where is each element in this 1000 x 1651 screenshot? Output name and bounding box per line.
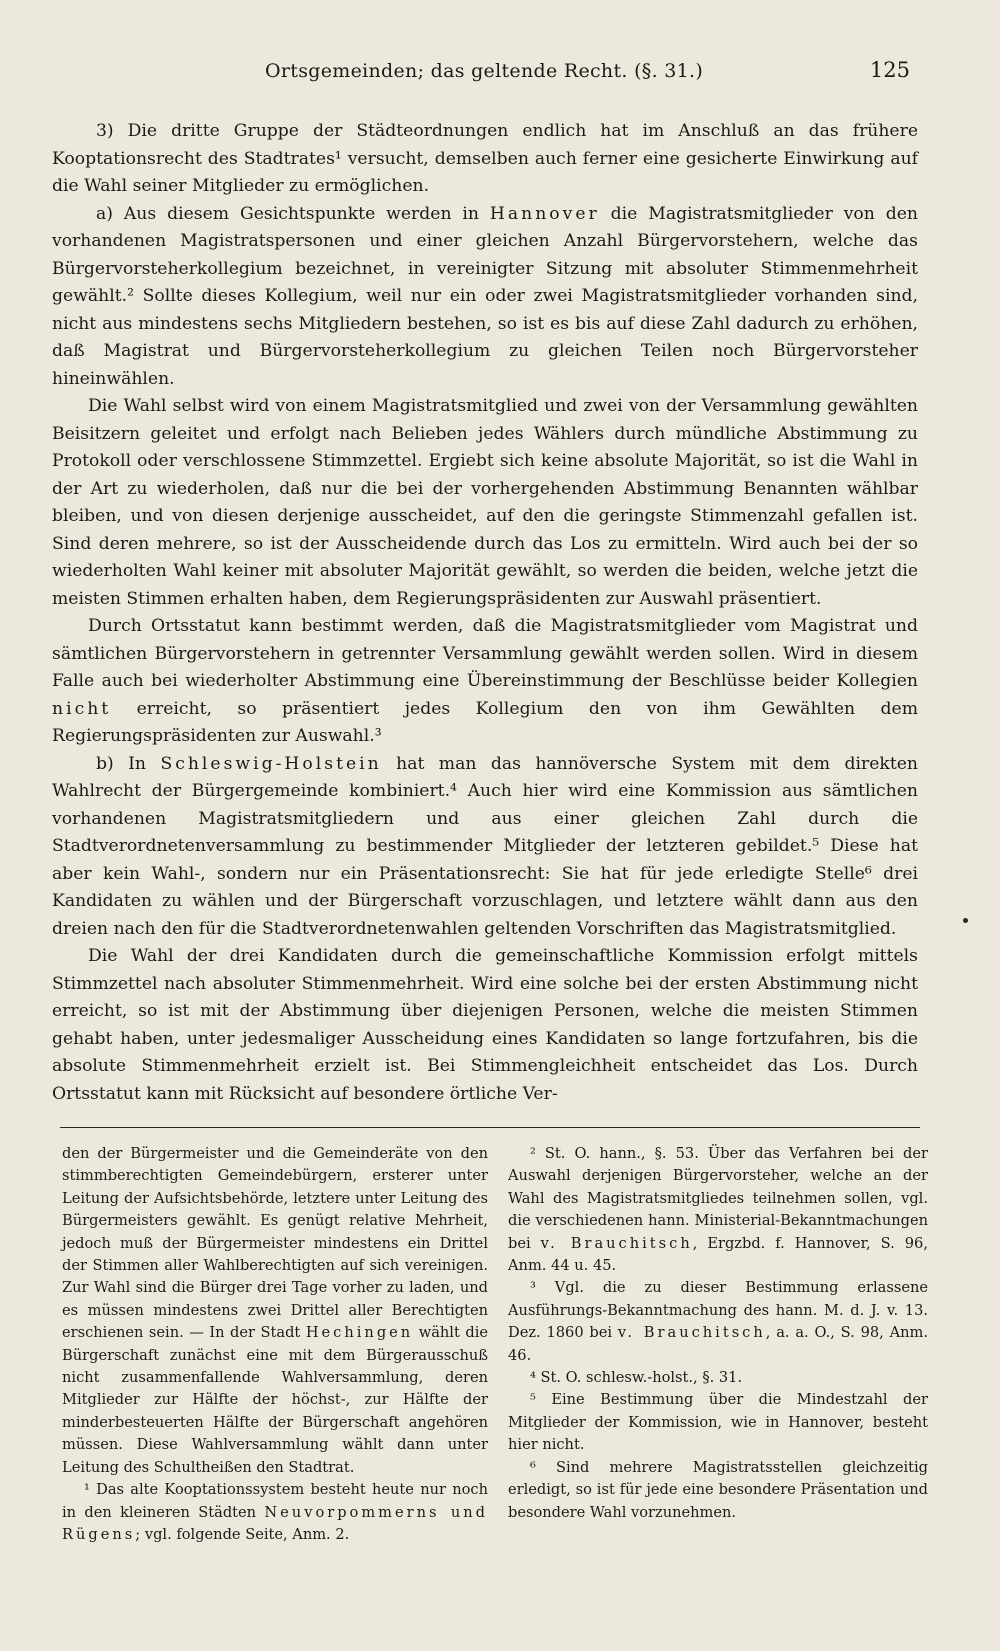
footnote-3-rest: , a. a. O., S. 98, Anm. 46. (508, 1324, 928, 1364)
footnote-5: ⁵ Eine Bestimmung über die Mindestzahl der Mitglieder der Kommission, wie in Hannover, besteht hier nicht. (508, 1391, 928, 1454)
footnote-2-rest: , Ergzbd. f. Hannover, S. 96, Anm. 44 u. 45. (508, 1234, 928, 1275)
footnote-1-rest: ; vgl. folgende Seite, Anm. 2. (135, 1525, 350, 1543)
footnote-continuation-rest: wählt die Bürgerschaft zunächst eine mit dem Bürgerausschuß nicht zusammenfallende Wahlversammlung, deren Mitglieder zur Hälfte der höchst-, zur Hälfte der minderbesteuerten Hälfte der Bürgerschaft angehören müssen. Diese Wahlversammlung wählt dann unter Leitung des Schultheißen den Stadtrat. (62, 1324, 488, 1476)
footnote-3-start: ³ Vgl. die zu dieser Bestimmung erlassene Ausführungs-Bekanntmachung des hann. M. d. J. v. 13. Dez. 1860 bei (508, 1279, 928, 1342)
paragraph-5-rest: hat man das hannöversche System mit dem direkten Wahlrecht der Bürgergemeinde kombiniert.⁴ Auch hier wird eine Kommission aus sämtlichen vorhandenen Magistratsmitgliedern und aus einer gleichen Zahl durch die Stadtverordnetenversammlung zu bestimmender Mitglieder der letzteren gebildet.⁵ Diese hat aber kein Wahl-, sondern nur ein Präsentationsrecht: Sie hat für jede erledigte Stelle⁶ drei Kandidaten zu wählen und der Bürgerschaft vorzuschlagen, und letztere wählt dann aus den dreien nach den für die Stadtverordnetenwahlen geltenden Vorschriften das Magistratsmitglied. (52, 753, 918, 939)
footnote-continuation (62, 1143, 488, 1479)
emphasis-nicht: nicht (52, 698, 112, 719)
page-number: 125 (869, 58, 910, 82)
author-name: v. Brauchitsch (617, 1324, 766, 1342)
paragraph-5 (52, 751, 918, 944)
footnote-1 (62, 1479, 488, 1546)
footnote-2 (508, 1143, 928, 1277)
paragraph-4-rest: erreicht, so präsentiert jedes Kollegium den von ihm Gewählten dem Regierungspräsidenten zur Auswahl.³ (52, 698, 918, 746)
footnotes-right-column (508, 1143, 928, 1524)
footnotes-left-column (62, 1143, 488, 1546)
paragraph-5-start: b) In (96, 753, 161, 774)
paragraph-4 (52, 613, 918, 751)
paragraph-3: Die Wahl selbst wird von einem Magistratsmitglied und zwei von der Versammlung gewählten Beisitzern geleitet und erfolgt nach Belieben jedes Wählers durch mündliche Abstimmung zu Protokoll oder verschlossene Stimmzettel. Ergiebt sich keine absolute Majorität, so ist die Wahl in der Art zu wiederholen, daß nur die bei der vorhergehenden Abstimmung Benannten wählbar bleiben, und von diesen derjenige ausscheidet, auf den die geringste Stimmenzahl gefallen ist. Sind deren mehrere, so ist der Ausscheidende durch das Los zu ermitteln. Wird auch bei der so wiederholten Wahl keiner mit absoluter Majorität gewählt, so werden die beiden, welche jetzt die meisten Stimmen erhalten haben, dem Regierungspräsidenten zur Auswahl präsentiert. (52, 396, 918, 609)
ink-dot (963, 918, 968, 923)
footnote-divider (60, 1127, 920, 1128)
paragraph-6: Die Wahl der drei Kandidaten durch die gemeinschaftliche Kommission erfolgt mittels Stimmzettel nach absoluter Stimmenmehrheit. Wird eine solche bei der ersten Abstimmung nicht erreicht, so ist mit der Abstimmung über diejenigen Personen, welche die meisten Stimmen gehabt haben, unter jedesmaliger Ausscheidung eines Kandidaten so lange fortzufahren, bis die absolute Stimmenmehrheit erzielt ist. Bei Stimmengleichheit entscheidet das Los. Durch Ortsstatut kann mit Rücksicht auf besondere örtliche Ver- (52, 946, 918, 1104)
paragraph-2-start: a) Aus diesem Gesichtspunkte werden in (96, 203, 490, 224)
footnote-6: ⁶ Sind mehrere Magistratsstellen gleichzeitig erledigt, so ist für jede eine besondere Präsentation und besondere Wahl vorzunehmen. (508, 1458, 928, 1521)
main-text (52, 118, 918, 1108)
paragraph-2 (52, 201, 918, 394)
place-name-hannover: Hannover (489, 203, 600, 224)
paragraph-4-start: Durch Ortsstatut kann bestimmt werden, daß die Magistratsmitglieder vom Magistrat und sämtlichen Bürgervorstehern in getrennter Versammlung gewählt werden sollen. Wird in diesem Falle auch bei wiederholter Abstimmung eine Übereinstimmung der Beschlüsse beider Kollegien (52, 616, 918, 691)
place-name-schleswig-holstein: Schleswig-Holstein (160, 753, 382, 774)
author-name: v. Brauchitsch (540, 1234, 693, 1252)
paragraph-1: 3) Die dritte Gruppe der Städteordnungen endlich hat im Anschluß an das frühere Kooptationsrecht des Stadtrates¹ versucht, demselben auch ferner eine gesicherte Einwirkung auf die Wahl seiner Mitglieder zu ermöglichen. (52, 121, 918, 196)
footnote-2-start: ² St. O. hann., §. 53. Über das Verfahren bei der Auswahl derjenigen Bürgervorsteher, welche an der Wahl des Magistratsmitgliedes teilnehmen sollen, vgl. die verschiedenen hann. Ministerial-Bekanntmachungen bei (508, 1145, 928, 1252)
footnote-continuation-start: den der Bürgermeister und die Gemeinderäte von den stimmberechtigten Gemeindebürgern, ersterer unter Leitung der Aufsichtsbehörde, letztere unter Leitung des Bürgermeisters gewählt. Es genügt relative Mehrheit, jedoch muß der Bürgermeister mindestens ein Drittel der Stimmen aller Wahlberechtigten auf sich vereinigen. Zur Wahl sind die Bürger drei Tage vorher zu laden, und es müssen mindestens zwei Drittel aller Berechtigten erschienen sein. — In der Stadt (62, 1145, 488, 1342)
footnote-4: ⁴ St. O. schlesw.-holst., §. 31. (530, 1369, 743, 1387)
running-title: Ortsgemeinden; das geltende Recht. (§. 31.) (265, 60, 704, 82)
footnote-1-start: ¹ Das alte Kooptationssystem besteht heute nur noch in den kleineren Städten (62, 1481, 488, 1521)
footnote-3 (508, 1277, 928, 1367)
paragraph-2-rest: die Magistratsmitglieder von den vorhandenen Magistratspersonen und einer gleichen Anzahl Bürgervorstehern, welche das Bürgervorsteherkollegium bezeichnet, in vereinigter Sitzung mit absoluter Stimmenmehrheit gewählt.² Sollte dieses Kollegium, weil nur ein oder zwei Magistratsmitglieder vorhanden sind, nicht aus mindestens sechs Mitgliedern bestehen, so ist es bis auf diese Zahl dadurch zu erhöhen, daß Magistrat und Bürgervorsteherkollegium zu gleichen Teilen noch Bürgervorsteher hineinwählen. (52, 203, 918, 389)
page-header (60, 56, 910, 90)
place-name-hechingen: Hechingen (305, 1324, 414, 1342)
place-name-neuvorpommern: Neuvorpommerns und Rügens (62, 1503, 488, 1543)
